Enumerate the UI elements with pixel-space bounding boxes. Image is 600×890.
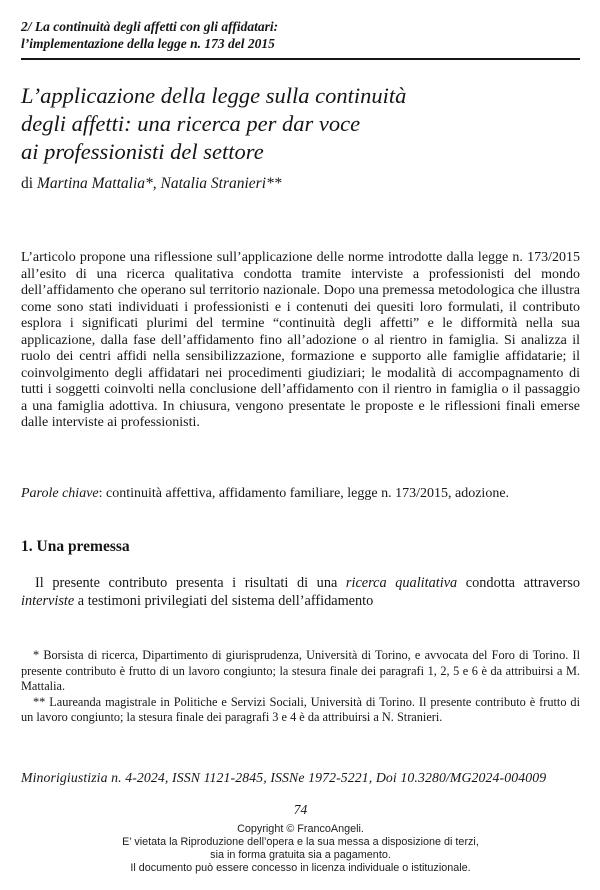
footnotes: [21, 648, 580, 726]
byline-prefix: di: [21, 175, 37, 192]
footnote-2: ** Laureanda magistrale in Politiche e Servizi Sociali, Università di Torino. Il presente contributo è frutto di un lavoro congiunto; la stesura finale dei paragrafi 3 e 4 è da attribuirsi a N. Stranieri.: [21, 694, 580, 724]
running-head-line-2: l’implementazione della legge n. 173 del 2015: [21, 35, 275, 51]
keywords-line: [21, 486, 580, 503]
paragraph-segment: condotta attraverso: [457, 575, 580, 591]
running-head-line-1: 2/ La continuità degli affetti con gli affidatari:: [21, 19, 279, 34]
section-heading: 1. Una premessa: [21, 538, 130, 555]
page-number: 74: [293, 802, 308, 817]
header-rule: [21, 58, 580, 60]
section-paragraph: [21, 574, 580, 610]
byline: [21, 174, 580, 193]
paragraph-segment-italic: interviste: [21, 593, 75, 609]
byline-authors: Martina Mattalia*, Natalia Stranieri**: [36, 175, 282, 192]
article-title-line-3: ai professionisti del settore: [21, 139, 264, 164]
keywords-text: : continuità affettiva, affidamento familiare, legge n. 173/2015, adozione.: [98, 486, 510, 501]
copyright-line-4: Il documento può essere concesso in licenza individuale o istituzionale.: [130, 862, 471, 874]
copyright-line-3: sia in forma gratuita sia a pagamento.: [210, 849, 391, 861]
copyright-line-1: Copyright © FrancoAngeli.: [237, 823, 364, 835]
journal-citation-line: Minorigiustizia n. 4-2024, ISSN 1121-2845, ISSNe 1972-5221, Doi 10.3280/MG2024-004009: [21, 770, 547, 785]
copyright-block: [21, 823, 580, 875]
copyright-line-2: E’ vietata la Riproduzione dell’opera e la sua messa a disposizione di terzi,: [122, 836, 479, 848]
article-title-line-1: L’applicazione della legge sulla continuità: [21, 83, 407, 108]
paragraph-segment: Il presente contributo presenta i risultati di una: [35, 575, 346, 591]
paragraph-segment: a testimoni privilegiati del sistema dell’affidamento: [74, 593, 374, 609]
running-head: [21, 19, 580, 52]
footnote-1: * Borsista di ricerca, Dipartimento di giurisprudenza, Università di Torino, e avvocata del Foro di Torino. Il presente contributo è frutto di un lavoro congiunto; la stesura finale dei paragrafi 1, 2, 5 e 6 è da attribuirsi a M. Mattalia.: [21, 648, 580, 693]
keywords-label: Parole chiave: [21, 486, 99, 501]
paragraph-segment-italic: ricerca qualitativa: [345, 575, 458, 591]
article-title-line-2: degli affetti: una ricerca per dar voce: [21, 111, 361, 136]
article-title: [21, 82, 580, 166]
abstract: L’articolo propone una riflessione sull’applicazione delle norme introdotte dalla legge n. 173/2015 all’esito di una ricerca qualitativa condotta tramite interviste a professionisti del mondo dell’affidamento che operano sul territorio nazionale. Dopo una premessa metodologica che illustra come sono stati individuati i professionisti e i contenuti dei quesiti loro formulati, il contributo esplora i significati plurimi del termine “continuità degli affetti” e le difformità nella sua applicazione, dalla fase dell’affidamento fino all’adozione o al rientro in famiglia. Si analizza il ruolo dei centri affidi nella sensibilizzazione, formazione e supporto alle famiglie affidatarie; il coinvolgimento degli affidatari nei procedimenti giudiziari; le modalità di accompagnamento di tutti i soggetti coinvolti nella conclusione dell’affidamento con il rientro in famiglia o il passaggio a una famiglia adottiva. In chiusura, vengono presentate le proposte e le riflessioni finali emerse dalle interviste ai professionisti.: [21, 250, 580, 430]
